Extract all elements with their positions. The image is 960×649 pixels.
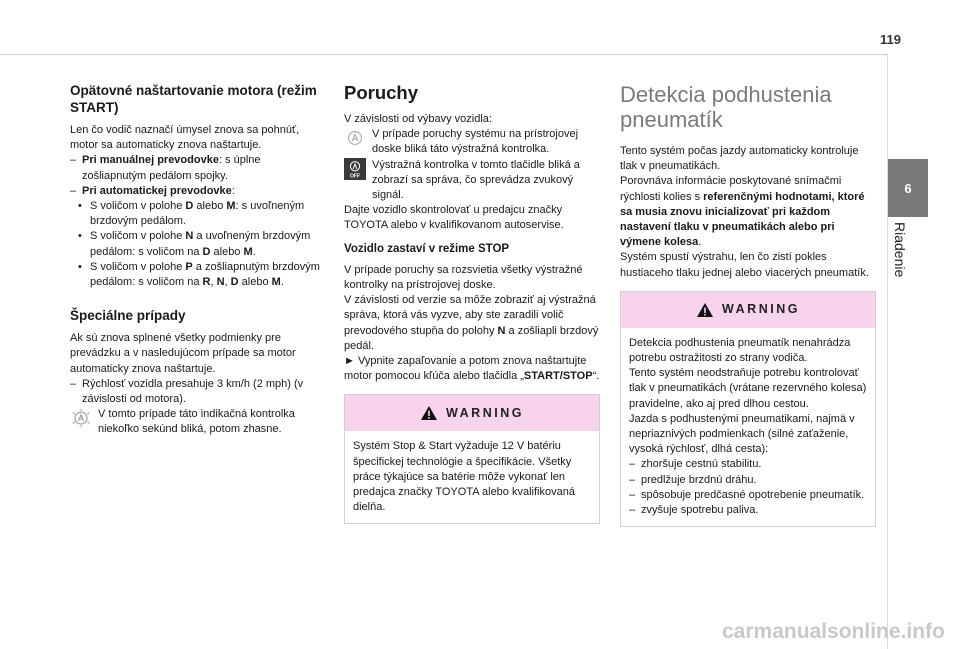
stop-start-indicator-icon xyxy=(70,407,92,429)
warning-header: WARNING xyxy=(345,395,599,431)
warning-triangle-icon xyxy=(420,405,438,421)
stop-start-off-button-icon xyxy=(344,158,366,180)
warning-body: Systém Stop & Start vyžaduje 12 V batériu špecifickej technológie a špecifikácie. Všetky práce týkajúce sa batérie môže vykonať len predajca značky TOYOTA alebo kvalifikovaná dielňa. xyxy=(353,440,575,514)
restart-title: Opätovné naštartovanie motora (režim START) xyxy=(70,83,317,115)
column-restart xyxy=(70,82,322,438)
chapter-label: Riadenie xyxy=(892,222,908,278)
auto-bullet-2: • S voličom v polohe N a uvoľneným brzdovým pedálom: s voličom na D alebo M. xyxy=(78,230,311,258)
list-item: – zvyšuje spotrebu paliva. xyxy=(629,504,759,517)
special-title: Špeciálne prípady xyxy=(70,308,186,324)
page-number: 119 xyxy=(880,32,901,47)
top-divider xyxy=(0,54,888,55)
warning-body: Detekcia podhustenia pneumatík nenahrádza potrebu ostražitosti zo strany vodiča. Tento systém neodstraňuje potrebu kontrolovať tlak v pneumatikách (vrátane rezervného kolesa) pravidelne, ako aj pred dlhou cestou. Jazda s podhustenými pneumatikami, najmä v nepriaznivých podmienkach (silné zaťaženie, vysoká rýchlosť, dlhá cesta): – zhoršuje cestnú stabilitu. – predlžuje brzdnú dráhu. – spôsobuje predčasné opotrebenie pneumatík. – zvyšuje spotrebu paliva. xyxy=(621,328,875,526)
restart-intro: Len čo vodič naznačí úmysel znova sa pohnúť, motor sa automaticky znova naštartuje. xyxy=(70,124,300,152)
stop-mode-p2: V závislosti od verzie sa môže zobraziť aj výstražná správa, ktorá vás vyzve, aby ste zaradili volič prevodového stupňa do polohy N a zošliapli brzdový pedál. xyxy=(344,294,599,352)
side-divider xyxy=(887,55,888,649)
list-item: – spôsobuje predčasné opotrebenie pneumatík. xyxy=(629,488,865,501)
faults-advice: Dajte vozidlo skontrolovať u predajcu značky TOYOTA alebo v kvalifikovanom autoservise. xyxy=(344,204,564,232)
column-faults xyxy=(344,82,600,524)
special-intro: Ak sú znova splnené všetky podmienky pre prevádzku a v nasledujúcom prípade sa motor automaticky znova naštartuje. xyxy=(70,332,296,375)
list-item: – zhoršuje cestnú stabilitu. xyxy=(629,458,762,471)
special-indicator-note: V tomto prípade táto indikačná kontrolka niekoľko sekúnd bliká, potom zhasne. xyxy=(70,407,322,437)
auto-bullet-1: • S voličom v polohe D alebo M: s uvoľneným brzdovým pedálom. xyxy=(78,200,305,228)
warning-header: WARNING xyxy=(621,292,875,328)
stop-mode-p1: V prípade poruchy sa rozsvietia všetky výstražné kontrolky na prístrojovej doske. xyxy=(344,263,583,292)
off-button-note: OFF Výstražná kontrolka v tomto tlačidle bliká a zobrazí sa správa, čo sprevádza zvukový signál. xyxy=(344,158,600,204)
column-tyre-detection xyxy=(620,82,876,527)
faults-intro: V závislosti od výbavy vozidla: xyxy=(344,113,492,125)
chapter-tab[interactable]: 6 xyxy=(888,159,928,217)
fault-indicator-note: V prípade poruchy systému na prístrojovej doske bliká táto výstražná kontrolka. xyxy=(344,127,600,157)
tyre-p2: Porovnáva informácie poskytované snímačmi rýchlosti kolies s referenčnými hodnotami, ktoré sa musia znovu inicializovať pri každom nastavení tlaku v pneumatikách alebo pri výmene kolesa. xyxy=(620,175,865,249)
stop-start-fault-icon xyxy=(344,127,366,149)
warning-triangle-icon xyxy=(696,302,714,318)
tyre-warning-box xyxy=(620,291,876,527)
tyre-title: Detekcia podhustenia pneumatík xyxy=(620,82,832,132)
tyre-p1: Tento systém počas jazdy automaticky kontroluje tlak v pneumatikách. xyxy=(620,145,859,173)
watermark: carmanualsonline.info xyxy=(722,620,945,643)
tyre-p3: Systém spustí výstrahu, len čo zistí pokles hustiaceho tlaku jednej alebo viacerých pneumatík. xyxy=(620,251,869,279)
battery-warning-box xyxy=(344,394,600,524)
special-item: – Rýchlosť vozidla presahuje 3 km/h (2 mph) (v závislosti od motora). xyxy=(70,377,304,406)
auto-bullet-3: • S voličom v polohe P a zošliapnutým brzdovým pedálom: s voličom na R, N, D alebo M. xyxy=(78,260,320,289)
auto-item: – Pri automatickej prevodovke: xyxy=(70,184,235,197)
stop-mode-p3: ► Vypnite zapaľovanie a potom znova naštartujte motor pomocou kľúča alebo tlačidla „START/STOP“. xyxy=(344,355,600,383)
faults-title: Poruchy xyxy=(344,82,419,103)
list-item: – predlžuje brzdnú dráhu. xyxy=(629,473,757,486)
stop-mode-title: Vozidlo zastaví v režime STOP xyxy=(344,242,510,255)
manual-item: – Pri manuálnej prevodovke: s úplne zošliapnutým pedálom spojky. xyxy=(70,154,261,182)
svg-text:OFF: OFF xyxy=(349,173,361,180)
